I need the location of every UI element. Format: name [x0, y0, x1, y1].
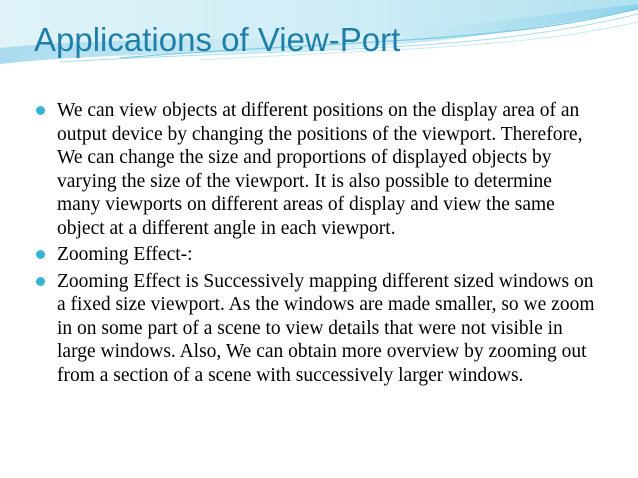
bullet-item: [36, 99, 596, 240]
bullet-dot-icon: [36, 106, 45, 115]
bullet-list: [36, 99, 596, 390]
bullet-text: Zooming Effect is Successively mapping different sized windows on a fixed size viewport. As the windows are made smaller, so we zoom in on some part of a scene to view details that were not visible in large windows. Also, We can obtain more overview by zooming out from a section of a scene with successively larger windows.: [57, 270, 595, 386]
slide-title: Applications of View-Port: [34, 21, 401, 58]
bullet-text: We can view objects at different positions on the display area of an output device by changing the positions of the viewport. Therefore, We can change the size and proportions of displayed objects by varying the size of the viewport. It is also possible to determine many viewports on different areas of display and view the same object at a different angle in each viewport.: [57, 100, 583, 239]
bullet-item: [36, 270, 596, 388]
bullet-item: [36, 243, 596, 267]
bullet-text: Zooming Effect-:: [57, 244, 193, 265]
bullet-dot-icon: [36, 250, 45, 259]
bullet-dot-icon: [36, 277, 45, 286]
